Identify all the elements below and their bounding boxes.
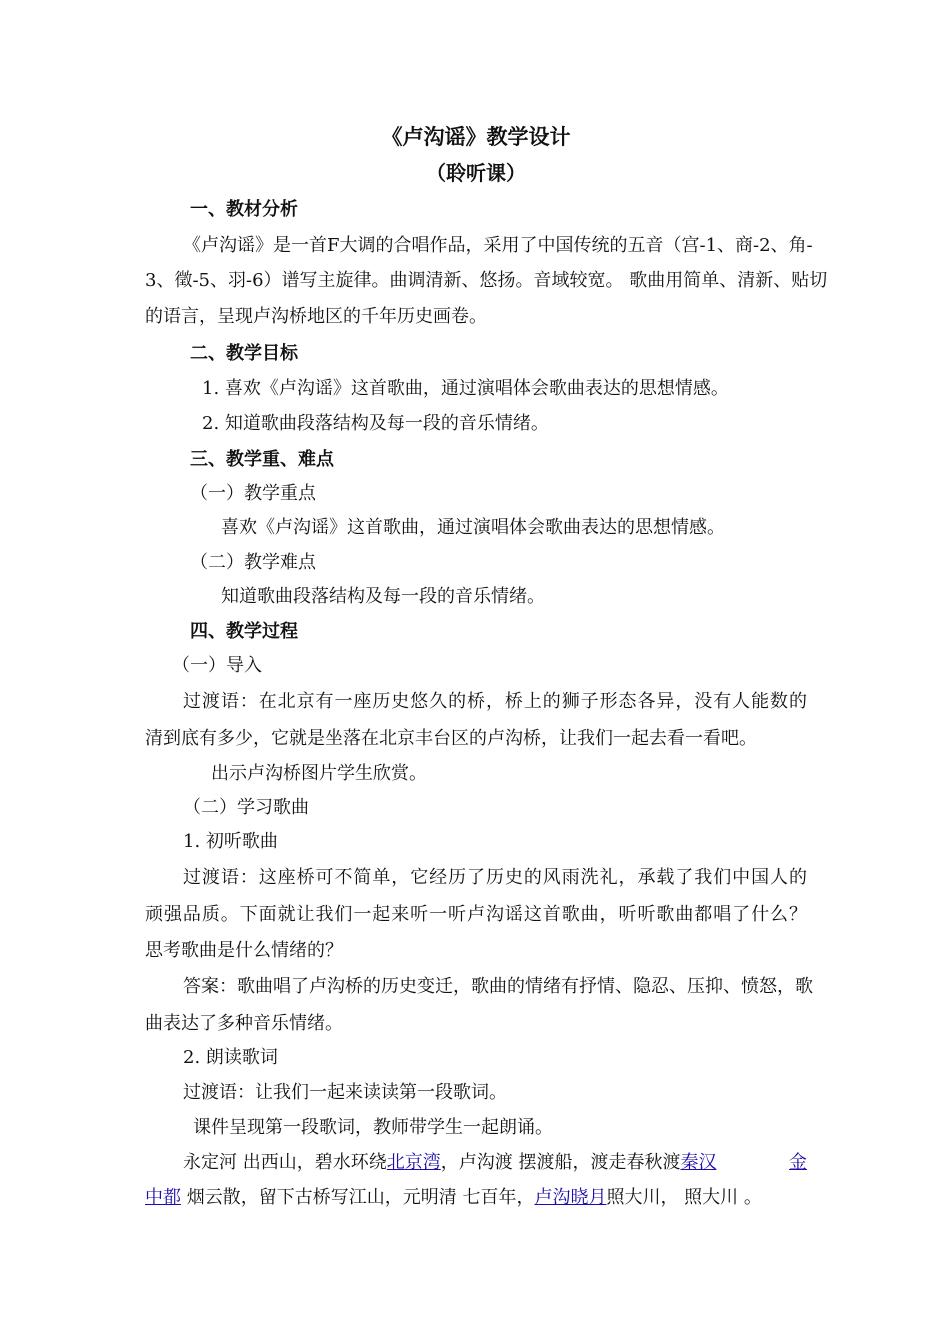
paragraph-line: 过渡语：让我们一起来读读第一段歌词。 <box>183 1082 507 1103</box>
subheading-intro: （一）导入 <box>172 655 262 676</box>
subheading-difficulties: （二）教学难点 <box>190 552 316 573</box>
heading-section-2: 二、教学目标 <box>190 343 298 364</box>
goal-item-2: 2. 知道歌曲段落结构及每一段的音乐情绪。 <box>202 413 549 434</box>
link-qin-han[interactable]: 秦汉 <box>680 1152 717 1173</box>
lyrics-text: 永定河 出西山，碧水环绕 <box>183 1152 387 1173</box>
paragraph-line: 课件呈现第一段歌词，教师带学生一起朗诵。 <box>193 1117 553 1138</box>
paragraph-line: 《卢沟谣》是一首F大调的合唱作品，采用了中国传统的五音（宫-1、商-2、角- <box>183 235 813 256</box>
link-lugou-xiaoyue[interactable]: 卢沟晓月 <box>534 1187 607 1208</box>
lyrics-text: ，卢沟渡 摆渡船，渡走春秋渡 <box>440 1152 681 1173</box>
paragraph-line: 清到底有多少，它就是坐落在北京丰台区的卢沟桥，让我们一起去看一看吧。 <box>145 728 757 749</box>
key-points-text: 喜欢《卢沟谣》这首歌曲，通过演唱体会歌曲表达的思想情感。 <box>221 517 725 538</box>
link-jin[interactable]: 金 <box>789 1152 807 1173</box>
goal-item-1: 1. 喜欢《卢沟谣》这首歌曲，通过演唱体会歌曲表达的思想情感。 <box>202 378 729 399</box>
paragraph-line: 思考歌曲是什么情绪的？ <box>145 940 343 961</box>
link-zhongdu[interactable]: 中都 <box>145 1187 181 1208</box>
answer-line: 答案：歌曲唱了卢沟桥的历史变迁，歌曲的情绪有抒情、隐忍、压抑、愤怒，歌 <box>183 976 813 997</box>
heading-section-3: 三、教学重、难点 <box>190 449 334 470</box>
paragraph-line: 3、徵-5、羽-6）谱写主旋律。曲调清新、悠扬。音域较宽。 歌曲用简单、清新、贴切 <box>145 270 828 291</box>
paragraph-line: 过渡语：在北京有一座历史悠久的桥，桥上的狮子形态各异，没有人能数的 <box>183 691 807 712</box>
heading-section-1: 一、教材分析 <box>190 199 298 220</box>
paragraph-line: 顽强品质。下面就让我们一起来听一听卢沟谣这首歌曲，听听歌曲都唱了什么？ <box>145 904 807 925</box>
subheading-key-points: （一）教学重点 <box>190 483 316 504</box>
lyrics-line-1 <box>145 1151 807 1175</box>
document-subtitle: （聆听课） <box>426 161 526 185</box>
document-title: 《卢沟谣》教学设计 <box>381 124 571 149</box>
lyrics-text: 烟云散，留下古桥写江山，元明清 七百年， <box>181 1187 535 1208</box>
step-read-lyrics: 2. 朗读歌词 <box>183 1047 278 1068</box>
difficulties-text: 知道歌曲段落结构及每一段的音乐情绪。 <box>221 586 545 607</box>
paragraph-line: 的语言，呈现卢沟桥地区的千年历史画卷。 <box>145 306 487 327</box>
subheading-learn-song: （二）学习歌曲 <box>183 797 309 818</box>
link-beijing-bay[interactable]: 北京湾 <box>386 1152 441 1173</box>
lyrics-line-2 <box>145 1186 807 1210</box>
heading-section-4: 四、教学过程 <box>190 621 298 642</box>
lyrics-text: 照大川， 照大川 。 <box>606 1187 762 1208</box>
step-first-listen: 1. 初听歌曲 <box>183 831 278 852</box>
answer-line: 曲表达了多种音乐情绪。 <box>145 1013 343 1034</box>
paragraph-line: 过渡语：这座桥可不简单，它经历了历史的风雨洗礼，承载了我们中国人的 <box>183 867 807 888</box>
paragraph-line: 出示卢沟桥图片学生欣赏。 <box>211 763 427 784</box>
